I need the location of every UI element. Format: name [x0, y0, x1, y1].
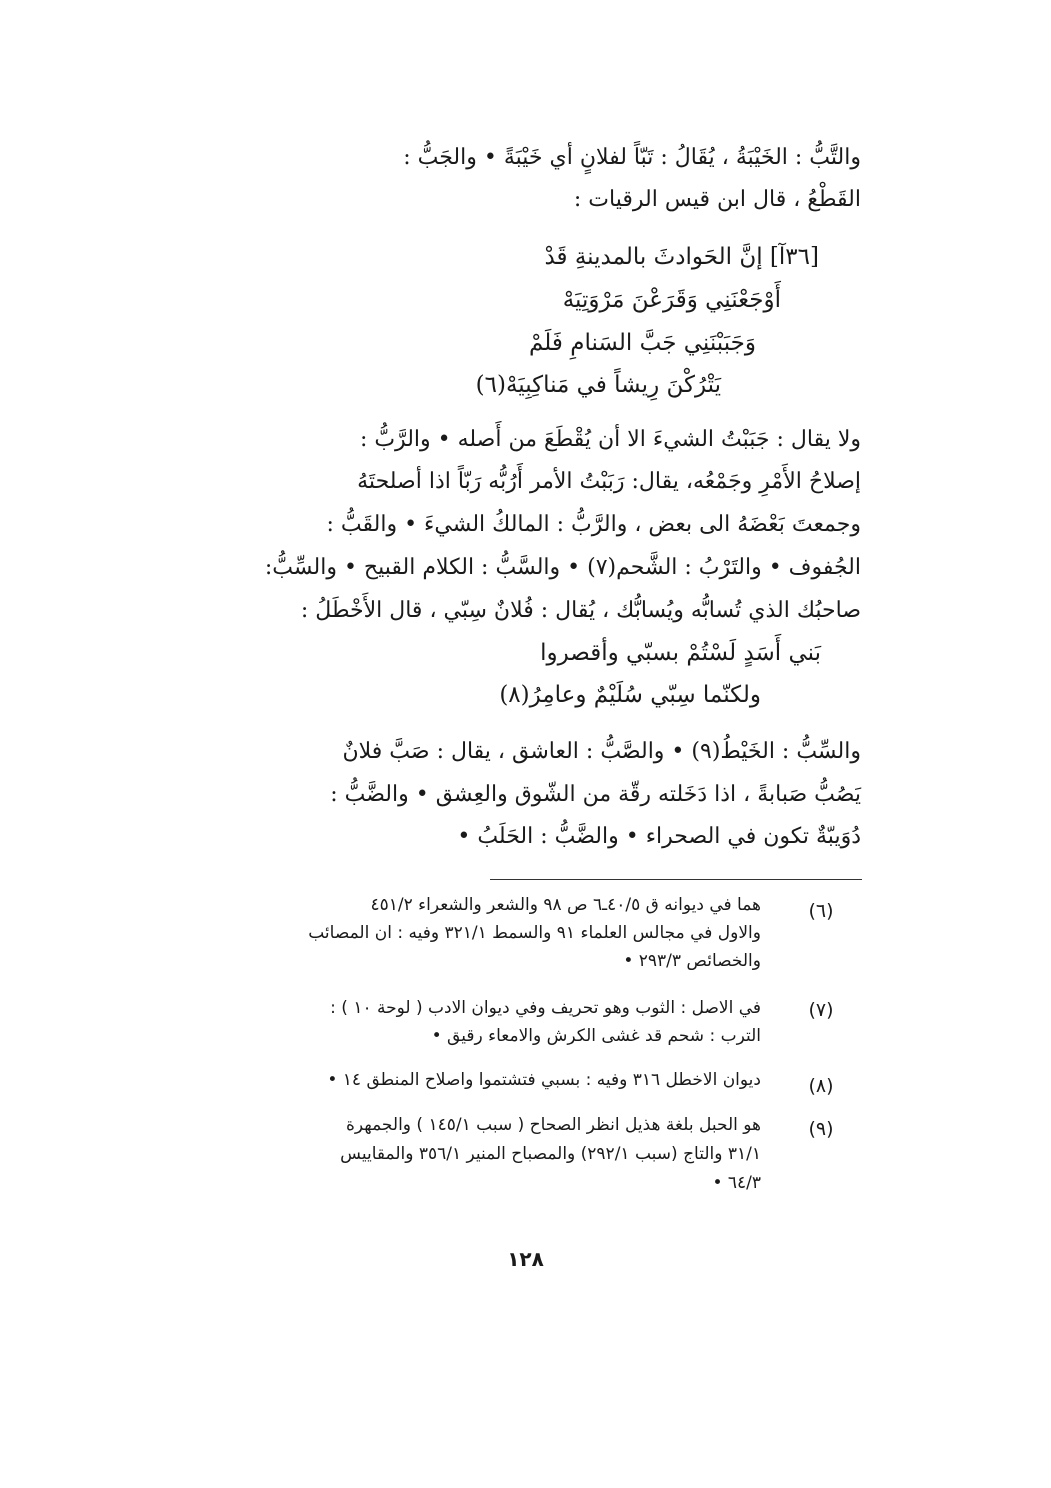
verse-line: [٣٦آ] إنَّ الحَوادثَ بالمدينةِ قَدْ	[544, 244, 819, 270]
body-line: الجُفوف • والتَرْبُ : الشَّحم(٧) • والسَّبُّ : الكلام القبيح • والسِّبُّ:	[264, 555, 861, 580]
body-line: والسِّبُّ : الخَيْطُ(٩) • والصَّبُّ : العاشق ، يقال : صَبَّ فلانٌ	[342, 739, 861, 764]
body-line: إصلاحُ الأَمْرِ وجَمْعُه، يقال: رَبَبْتُ الأمر أَرُبُّه رَبّاً اذا أصلحتَهُ	[357, 469, 861, 494]
footnote-separator	[490, 879, 862, 880]
footnote-number: (٦)	[808, 900, 834, 922]
footnote-line: ٦٤/٣ •	[712, 1173, 761, 1193]
verse-line: أَوْجَعْنَنِي وَقَرَعْنَ مَرْوَتِيَهْ	[562, 287, 781, 313]
footnote-line: ٣١/١ والتاج (سبب ٢٩٢/١) والمصباح المنير ٣٥٦/١ والمقاييس	[340, 1144, 761, 1164]
body-line: القَطْعُ ، قال ابن قيس الرقيات :	[573, 187, 861, 212]
footnote-number: (٩)	[808, 1118, 834, 1140]
footnote-line: الترب : شحم قد غشى الكرش والامعاء رقيق •	[431, 1026, 761, 1046]
body-line: والتَّبُّ : الخَيْبَةُ ، يُقَالُ : تَبّاً لفلانٍ أي خَيْبَةً • والجَبُّ :	[403, 145, 861, 170]
footnote-line: هما في ديوانه ق ٤٠/٥ـ٦ ص ٩٨ والشعر والشعراء ٤٥١/٢	[370, 895, 761, 915]
body-line: صاحبُك الذي تُسابُّه ويُسابُّك ، يُقال : فُلانٌ سِبّي ، قال الأَخْطَلُ :	[300, 598, 861, 623]
footnote-line: هو الحبل بلغة هذيل انظر الصحاح ( سبب ١٤٥/١ ) والجمهرة	[345, 1115, 761, 1135]
verse-line: وَجَبَبْنَنِي جَبَّ السَنامِ فَلَمْ	[528, 330, 756, 356]
footnote-line: في الاصل : الثوب وهو تحريف وفي ديوان الادب ( لوحة ١٠ ) :	[330, 998, 761, 1018]
manuscript-folio-ref: [٣٦آ]	[769, 244, 819, 270]
verse-line: ولكنّما سِبّي سُلَيْمٌ وعامِرُ(٨)	[499, 682, 761, 708]
body-line: ولا يقال : جَبَبْتُ الشيءَ الا أن يُقْطَعَ من أَصله • والرَّبُّ :	[359, 427, 861, 452]
footnote-line: والخصائص ٢٩٣/٣ •	[623, 951, 761, 971]
body-line: وجمعتَ بَعْضَهُ الى بعض ، والرَّبُّ : المالكُ الشيءَ • والقَبُّ :	[326, 512, 861, 537]
verse-line: يَتْرُكْنَ رِيشاً في مَناكِبِيَهْ(٦)	[475, 372, 721, 398]
page-number: ١٢٨	[507, 1247, 544, 1271]
verse-line: بَني أَسَدٍ لَسْتُمْ بسبّي وأقصروا	[540, 640, 821, 666]
body-line: دُوَيبّةٌ تكون في الصحراء • والضَّبُّ : الحَلَبُ •	[457, 824, 861, 849]
footnote-number: (٧)	[808, 999, 834, 1021]
footnote-line: ديوان الاخطل ٣١٦ وفيه : بسبي فتشتموا واصلاح المنطق ١٤ •	[327, 1070, 761, 1090]
footnote-number: (٨)	[808, 1075, 834, 1097]
footnote-line: والاول في مجالس العلماء ٩١ والسمط ٣٢١/١ وفيه : ان المصائب	[308, 923, 761, 943]
body-line: يَصُبُّ صَبابةً ، اذا دَخَلته رقّة من الشّوق والعِشق • والضَّبُّ :	[330, 782, 861, 807]
